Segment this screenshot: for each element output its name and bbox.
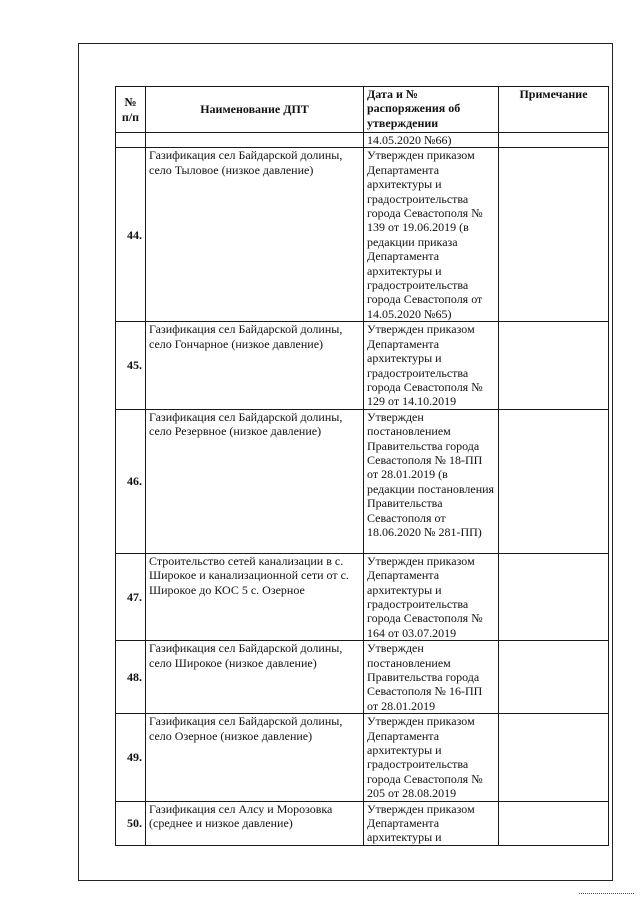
row-note [499,133,609,148]
row-date: Утвержден приказом Департамента архитектуры и градостроительства города Севастополя № 164 от 03.07.2019 [364,553,499,640]
row-date: Утвержден приказом Департамента архитектуры и градостроительства города Севастополя № 205 от 28.08.2019 [364,714,499,801]
row-name: Газификация сел Байдарской долины, село Тыловое (низкое давление) [146,148,364,322]
row-name: Газификация сел Байдарской долины, село Гончарное (низкое давление) [146,322,364,409]
row-name: Газификация сел Байдарской долины, село Широкое (низкое давление) [146,641,364,714]
row-date: Утвержден постановлением Правительства города Севастополя № 16-ПП от 28.01.2019 [364,641,499,714]
row-note [499,714,609,801]
row-num: 50. [116,801,146,845]
table-row [116,133,609,148]
table-row [116,553,609,640]
row-note [499,641,609,714]
row-date: Утвержден приказом Департамента архитектуры и [364,801,499,845]
row-num: 49. [116,714,146,801]
table-row [116,322,609,409]
row-note [499,322,609,409]
scan-mark [579,893,634,902]
header-note: Примечание [499,87,609,133]
table-row [116,148,609,322]
row-note [499,148,609,322]
table-row [116,409,609,553]
header-num: № п/п [116,87,146,133]
carryover-date: 14.05.2020 №66) [364,133,499,148]
row-date: Утвержден приказом Департамента архитектуры и градостроительства города Севастополя № 129 от 14.10.2019 [364,322,499,409]
header-name: Наименование ДПТ [146,87,364,133]
row-name [146,133,364,148]
row-date: Утвержден постановлением Правительства города Севастополя № 18-ПП от 28.01.2019 (в редакции постановления Правительства Севастополя от 18.06.2020 № 281-ПП) [364,409,499,553]
row-num [116,133,146,148]
table-row [116,714,609,801]
row-num: 45. [116,322,146,409]
row-num: 48. [116,641,146,714]
row-num: 44. [116,148,146,322]
row-note [499,553,609,640]
row-num: 46. [116,409,146,553]
row-name: Газификация сел Байдарской долины, село Озерное (низкое давление) [146,714,364,801]
header-row [116,87,609,133]
row-name: Газификация сел Байдарской долины, село Резервное (низкое давление) [146,409,364,553]
table-row [116,801,609,845]
table-row [116,641,609,714]
dpt-table [115,86,609,846]
row-name: Строительство сетей канализации в с. Широкое и канализационной сети от с. Широкое до КОС 5 с. Озерное [146,553,364,640]
row-num: 47. [116,553,146,640]
header-date: Дата и № распоряжения об утверждении [364,87,499,133]
row-date: Утвержден приказом Департамента архитектуры и градостроительства города Севастополя № 139 от 19.06.2019 (в редакции приказа Департамента архитектуры и градостроительства города Севастополя от 14.05.2020 №65) [364,148,499,322]
row-note [499,409,609,553]
row-name: Газификация сел Алсу и Морозовка (среднее и низкое давление) [146,801,364,845]
row-note [499,801,609,845]
